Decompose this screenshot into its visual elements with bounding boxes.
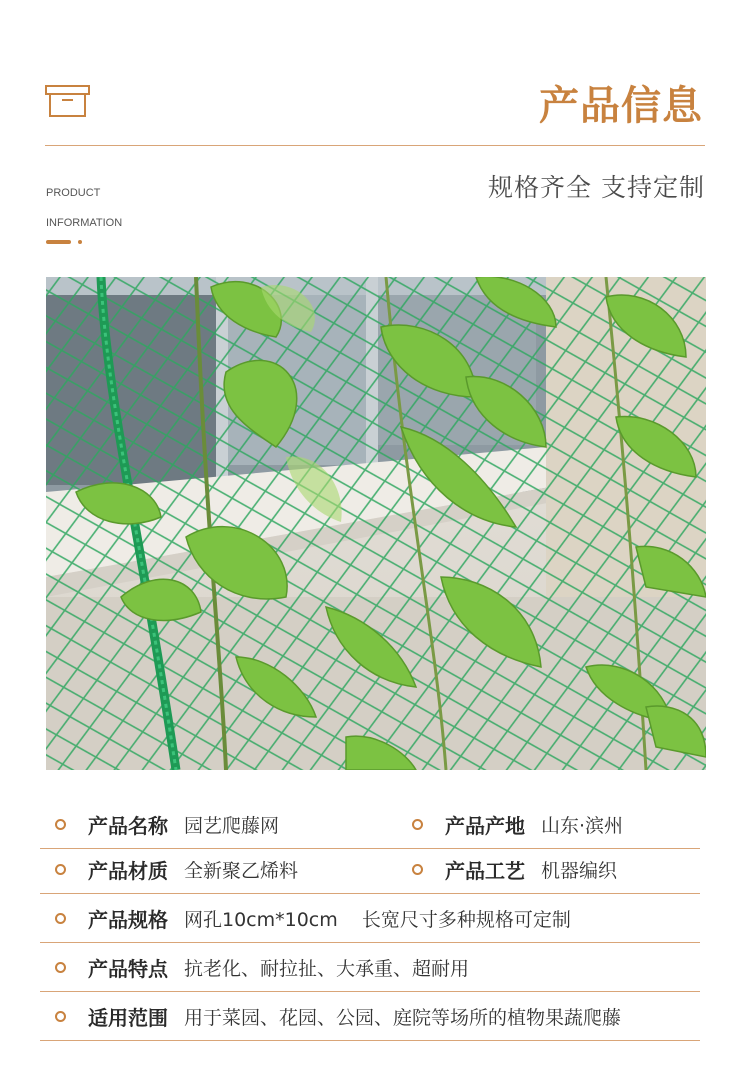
spec-row <box>40 894 700 943</box>
circle-bullet-icon <box>55 962 66 973</box>
divider <box>45 145 705 146</box>
circle-bullet-icon <box>55 819 66 830</box>
spec-item-features <box>55 943 469 991</box>
circle-bullet-icon <box>55 1011 66 1022</box>
decoration <box>46 239 86 245</box>
spec-item-usage <box>55 992 621 1040</box>
page-title: 产品信息 <box>539 83 703 129</box>
spec-item-craft <box>412 845 617 893</box>
spec-value: 用于菜园、花园、公园、庭院等场所的植物果蔬爬藤 <box>184 1006 622 1029</box>
spec-value: 园艺爬藤网 <box>184 814 280 837</box>
spec-label: 产品名称 <box>88 813 168 838</box>
spec-row <box>40 845 700 894</box>
spec-label: 产品特点 <box>88 956 168 981</box>
product-photo <box>46 277 706 770</box>
spec-label: 适用范围 <box>88 1005 168 1030</box>
spec-value: 全新聚乙烯料 <box>184 859 299 882</box>
circle-bullet-icon <box>412 864 423 875</box>
spec-label: 产品规格 <box>88 907 168 932</box>
box-icon <box>45 85 90 117</box>
spec-row <box>40 992 700 1041</box>
circle-bullet-icon <box>412 819 423 830</box>
spec-label: 产品产地 <box>445 813 525 838</box>
spec-label: 产品工艺 <box>445 858 525 883</box>
circle-bullet-icon <box>55 864 66 875</box>
spec-item-material <box>55 845 298 893</box>
spec-value: 网孔10cm*10cm 长宽尺寸多种规格可定制 <box>184 908 571 931</box>
spec-item-origin <box>412 800 623 848</box>
spec-value: 抗老化、耐拉扯、大承重、超耐用 <box>184 957 470 980</box>
product-label-en: PRODUCT <box>46 187 101 199</box>
information-label-en: INFORMATION <box>46 217 123 229</box>
subtitle: 规格齐全 支持定制 <box>488 173 705 202</box>
spec-row <box>40 800 700 849</box>
spec-item-size <box>55 894 571 942</box>
spec-label: 产品材质 <box>88 858 168 883</box>
spec-value: 山东·滨州 <box>541 814 624 837</box>
circle-bullet-icon <box>55 913 66 924</box>
spec-row <box>40 943 700 992</box>
spec-value: 机器编织 <box>541 859 618 882</box>
spec-item-name <box>55 800 279 848</box>
